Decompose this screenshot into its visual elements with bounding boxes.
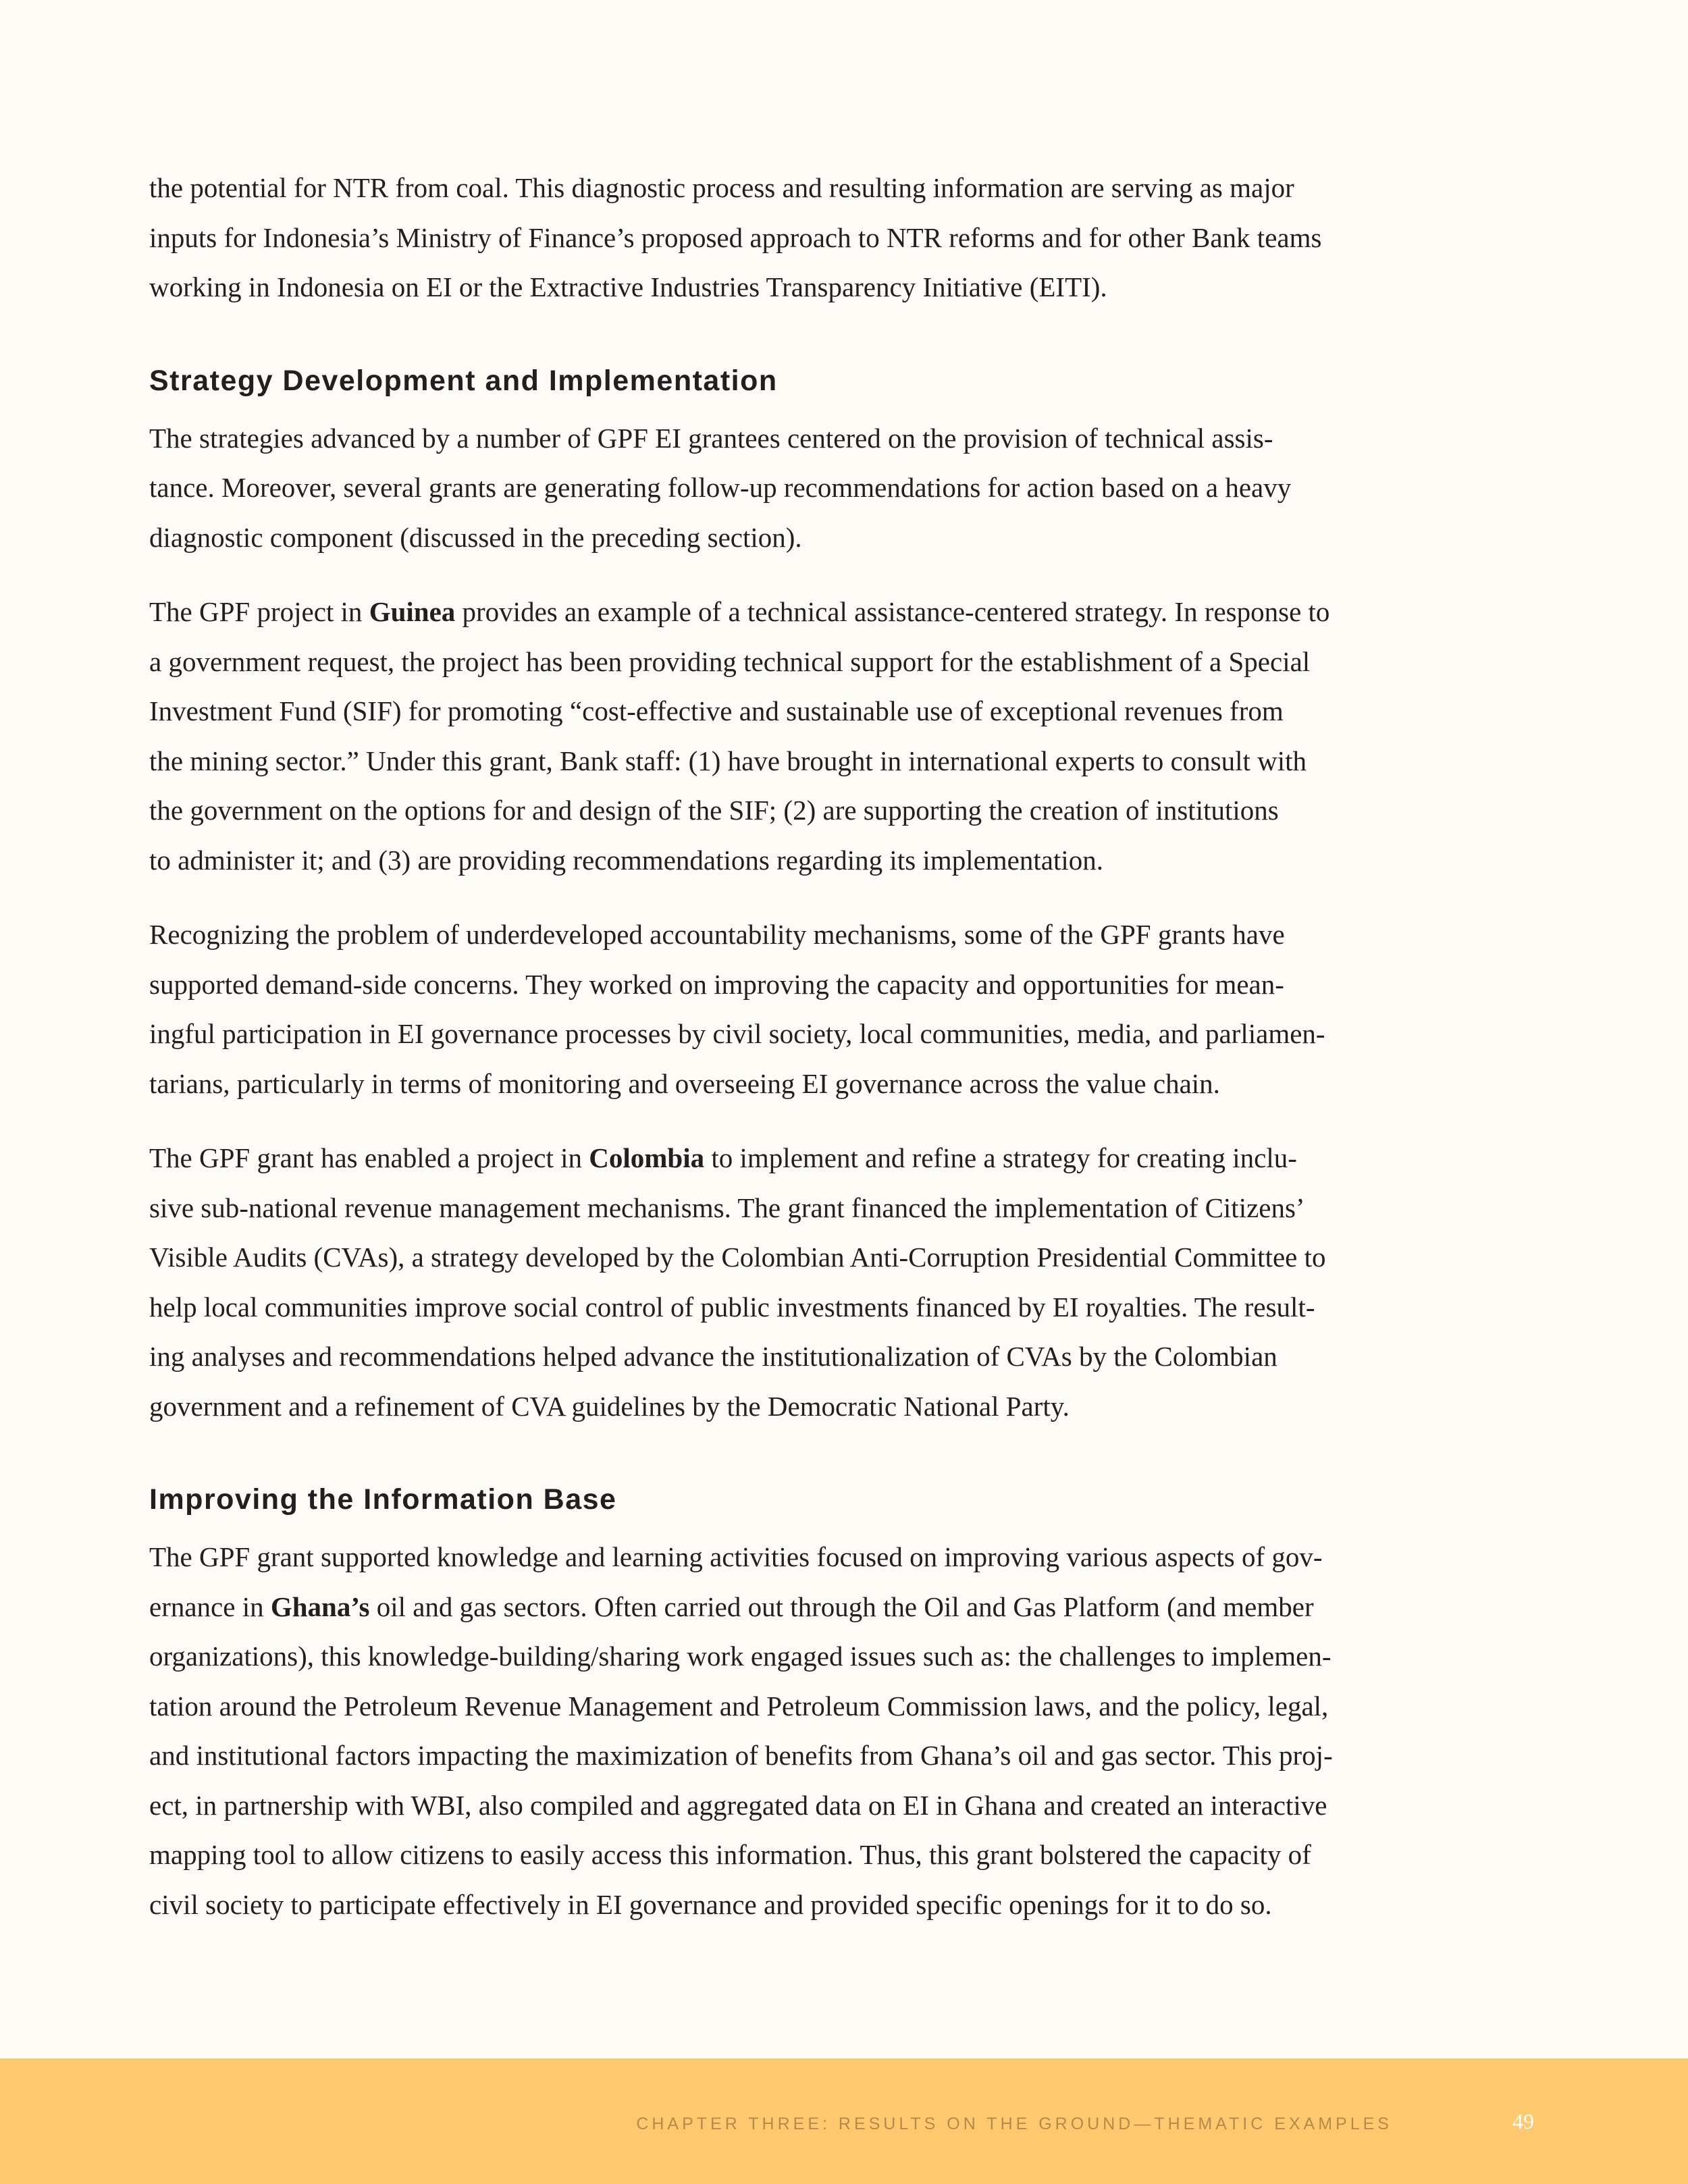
paragraph-ntr-coal (149, 163, 1395, 313)
text-line (149, 587, 1395, 637)
text-line: mapping tool to allow citizens to easily access this information. Thus, this grant bolstered the capacity of (149, 1839, 1311, 1870)
page-footer (0, 2058, 1688, 2184)
text-line (149, 1582, 1395, 1632)
text-run: provides an example of a technical assistance-centered strategy. In response to (455, 596, 1330, 627)
text-line: government and a refinement of CVA guidelines by the Democratic National Party. (149, 1390, 1070, 1422)
text-line: help local communities improve social control of public investments financed by EI royalties. The result- (149, 1291, 1315, 1323)
country-name-colombia: Colombia (589, 1142, 705, 1173)
text-line: supported demand-side concerns. They worked on improving the capacity and opportunities for mean- (149, 968, 1284, 1000)
text-line: the potential for NTR from coal. This diagnostic process and resulting information are serving as major (149, 172, 1294, 203)
text-line: Investment Fund (SIF) for promoting “cost-effective and sustainable use of exceptional revenues from (149, 695, 1284, 726)
text-line: sive sub-national revenue management mechanisms. The grant financed the implementation of Citizens’ (149, 1192, 1305, 1223)
text-line: ing analyses and recommendations helped advance the institutionalization of CVAs by the Colombian (149, 1341, 1277, 1372)
text-line: working in Indonesia on EI or the Extractive Industries Transparency Initiative (EITI). (149, 271, 1107, 302)
text-line: to administer it; and (3) are providing recommendations regarding its implementation. (149, 844, 1103, 876)
text-run: oil and gas sectors. Often carried out through the Oil and Gas Platform (and member (369, 1591, 1314, 1622)
paragraph-strategies (149, 414, 1395, 563)
country-name-guinea: Guinea (369, 596, 456, 627)
text-line: tation around the Petroleum Revenue Management and Petroleum Commission laws, and the policy, legal, (149, 1690, 1329, 1722)
text-line: and institutional factors impacting the maximization of benefits from Ghana’s oil and gas sector. This proj- (149, 1740, 1333, 1771)
text-line: a government request, the project has been providing technical support for the establishment of a Special (149, 645, 1311, 677)
text-line: tarians, particularly in terms of monitoring and overseeing EI governance across the value chain. (149, 1067, 1220, 1099)
text-line: the mining sector.” Under this grant, Bank staff: (1) have brought in international experts to consult with (149, 745, 1307, 776)
section-heading-information: Improving the Information Base (149, 1483, 617, 1516)
text-line: civil society to participate effectively in EI governance and provided specific openings for it to do so. (149, 1888, 1272, 1920)
text-run: ernance in (149, 1591, 271, 1622)
chapter-title: CHAPTER THREE: RESULTS ON THE GROUND—THEMATIC EXAMPLES (636, 2114, 1392, 2133)
page-number: 49 (1512, 2109, 1534, 2133)
text-run: The GPF grant has enabled a project in (149, 1142, 589, 1173)
text-line: tance. Moreover, several grants are generating follow-up recommendations for action based on a heavy (149, 472, 1292, 503)
text-line: Visible Audits (CVAs), a strategy developed by the Colombian Anti-Corruption Presidential Committee to (149, 1242, 1326, 1273)
text-line: the government on the options for and design of the SIF; (2) are supporting the creation of institutions (149, 795, 1279, 826)
paragraph-guinea (149, 587, 1395, 885)
paragraph-ghana (149, 1533, 1395, 1929)
country-name-ghana: Ghana’s (270, 1591, 370, 1622)
paragraph-accountability (149, 910, 1395, 1109)
text-line: organizations), this knowledge-building/sharing work engaged issues such as: the challenges to implemen- (149, 1641, 1331, 1672)
text-run: to implement and refine a strategy for creating inclu- (704, 1142, 1297, 1173)
text-line: inputs for Indonesia’s Ministry of Finance’s proposed approach to NTR reforms and for other Bank teams (149, 221, 1322, 253)
text-run: The GPF project in (149, 596, 369, 627)
page-body (149, 163, 1395, 1954)
text-line (149, 1134, 1395, 1183)
text-line: ingful participation in EI governance processes by civil society, local communities, media, and parliamen- (149, 1018, 1325, 1049)
section-heading-strategy: Strategy Development and Implementation (149, 364, 778, 397)
text-line: The strategies advanced by a number of GPF EI grantees centered on the provision of technical assis- (149, 422, 1273, 454)
text-line: The GPF grant supported knowledge and learning activities focused on improving various aspects of gov- (149, 1541, 1323, 1572)
text-line: diagnostic component (discussed in the preceding section). (149, 521, 802, 553)
text-line: ect, in partnership with WBI, also compiled and aggregated data on EI in Ghana and created an interactive (149, 1789, 1327, 1821)
paragraph-colombia (149, 1134, 1395, 1431)
text-line: Recognizing the problem of underdeveloped accountability mechanisms, some of the GPF grants have (149, 919, 1285, 950)
